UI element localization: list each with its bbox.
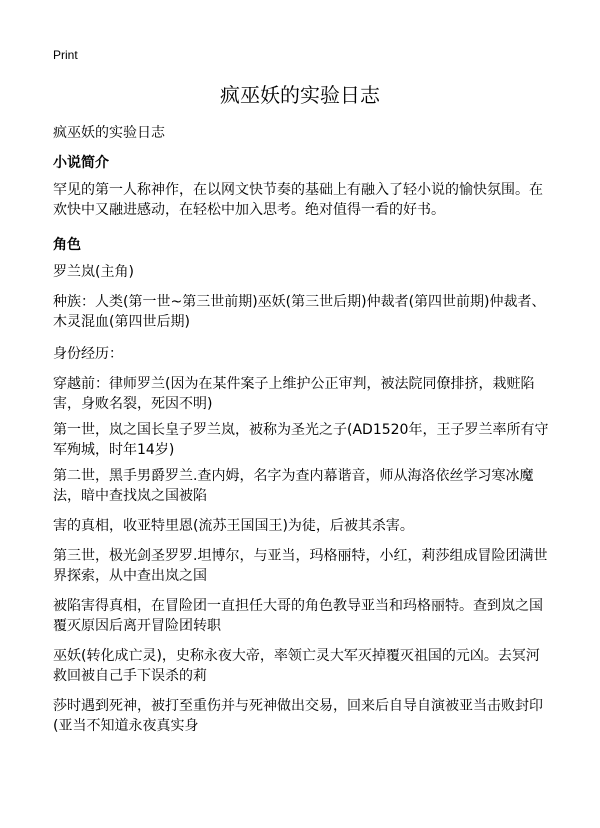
paragraph-lich: 巫妖(转化成亡灵)，史称永夜大帝，率领亡灵大军灭掉覆灭祖国的元凶。去冥河救回被自己手下误杀的莉 bbox=[53, 648, 540, 684]
section-heading-roles: 角色 bbox=[53, 237, 81, 253]
paragraph-protagonist: 罗兰岚(主角) bbox=[53, 264, 134, 280]
paragraph-third-life: 第三世，极光剑圣罗罗.坦博尔，与亚当，玛格丽特，小红，莉莎组成冒险团满世界探索，从中查出岚之国 bbox=[53, 548, 548, 584]
print-link[interactable]: Print bbox=[53, 48, 78, 62]
paragraph-before-transmigration: 穿越前：律师罗兰(因为在某件案子上维护公正审判，被法院同僚排挤，栽赃陷害，身败名裂，死因不明) bbox=[53, 376, 535, 412]
intro-paragraph: 罕见的第一人称神作，在以网文快节奏的基础上有融入了轻小说的愉快氛围。在欢快中又融进感动，在轻松中加入思考。绝对值得一看的好书。 bbox=[53, 182, 543, 218]
section-heading-intro: 小说简介 bbox=[53, 155, 109, 171]
book-name: 疯巫妖的实验日志 bbox=[53, 125, 165, 141]
paragraph-second-life: 第二世，黑手男爵罗兰.查内姆，名字为查内幕谐音，师从海洛依丝学习寒冰魔法，暗中查找岚之国被陷 bbox=[53, 468, 534, 504]
paragraph-identity-label: 身份经历： bbox=[53, 346, 123, 362]
page-title: 疯巫妖的实验日志 bbox=[220, 83, 380, 107]
paragraph-death-deal: 莎时遇到死神，被打至重伤并与死神做出交易，回来后自导自演被亚当击败封印(亚当不知道永夜真实身 bbox=[53, 698, 543, 734]
paragraph-first-life: 第一世，岚之国长皇子罗兰岚，被称为圣光之子(AD1520年，王子罗兰率所有守军殉城，时年14岁) bbox=[53, 422, 549, 458]
paragraph-second-life-cont: 害的真相，收亚特里恩(流苏王国国王)为徒，后被其杀害。 bbox=[53, 518, 414, 534]
paragraph-third-life-cont: 被陷害得真相，在冒险团一直担任大哥的角色教导亚当和玛格丽特。查到岚之国覆灭原因后离开冒险团转职 bbox=[53, 598, 543, 634]
paragraph-race: 种族：人类(第一世~第三世前期)巫妖(第三世后期)仲裁者(第四世前期)仲裁者、木灵混血(第四世后期) bbox=[53, 294, 546, 330]
